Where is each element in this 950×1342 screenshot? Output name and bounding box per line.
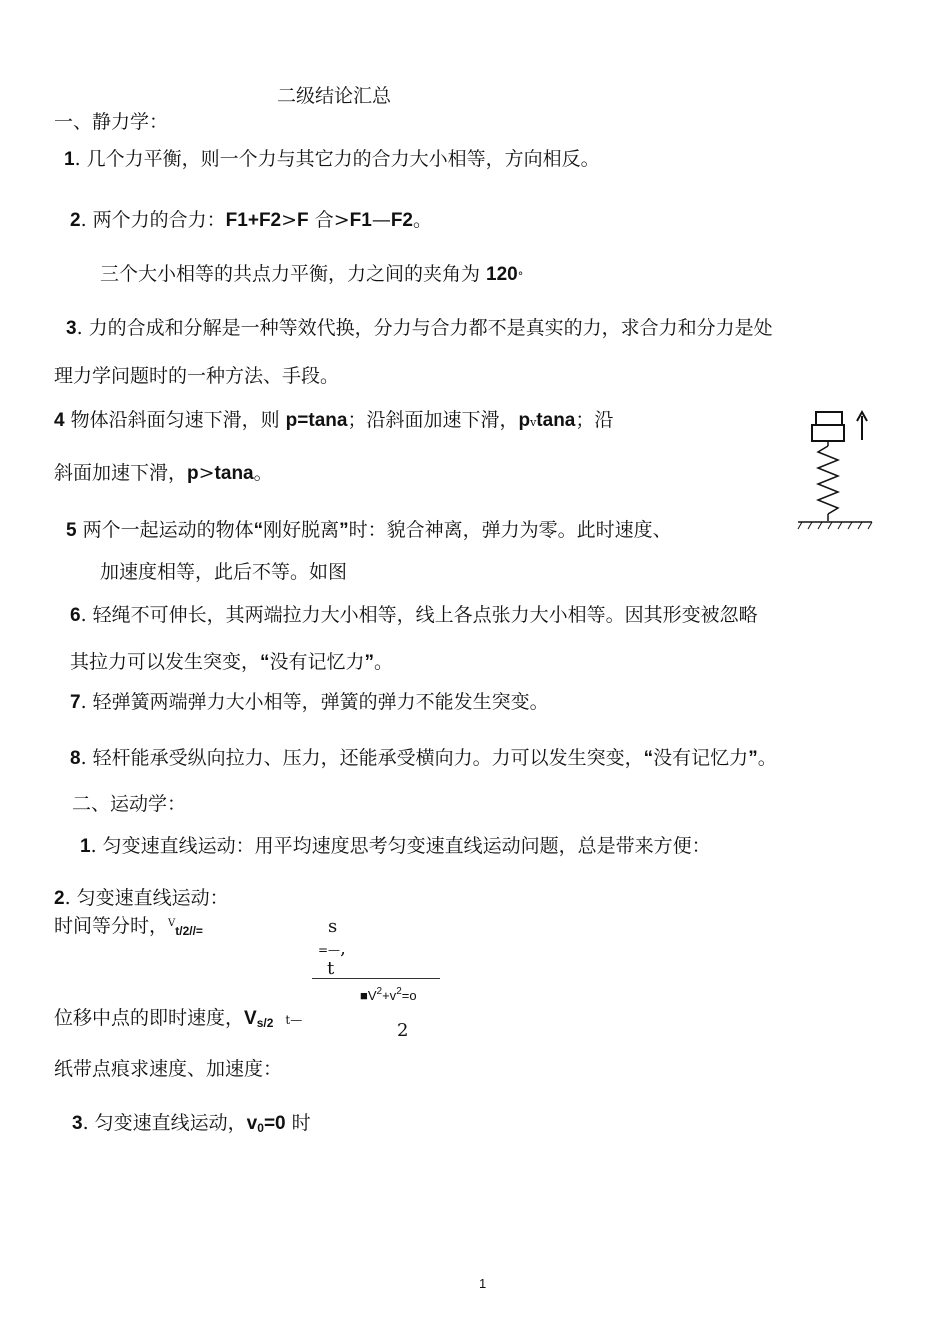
velocity-symbol: v	[246, 1113, 258, 1134]
kinematics-item-3	[72, 1111, 311, 1140]
item-text: 斜面加速下滑，	[54, 462, 188, 484]
velocity-subscript: s/2	[256, 1016, 274, 1030]
fraction-denominator-2: 2	[397, 1020, 409, 1041]
item-text: 没有记忆力	[269, 651, 365, 673]
formula: p	[518, 410, 531, 431]
item-text: ；沿	[575, 409, 614, 431]
section-heading-statics: 一、静力学：	[54, 111, 169, 133]
item-number: 1	[64, 149, 75, 170]
quote-open: “	[253, 520, 264, 541]
statics-item-8	[70, 746, 777, 771]
item-text: 两个一起运动的物体	[76, 519, 254, 541]
item-text: 位移中点的即时速度，	[54, 1007, 245, 1029]
formula-sum: F1+F2	[225, 210, 282, 231]
item-number: 7	[70, 692, 81, 713]
item-text: 时	[285, 1112, 311, 1134]
degree-sign: °	[517, 270, 524, 283]
equals-zero: =0	[263, 1113, 286, 1134]
formula-f: F	[297, 210, 309, 231]
exponent: 2	[396, 986, 402, 997]
item-number: 4	[54, 410, 65, 431]
plus-term: +v	[382, 988, 397, 1003]
formula: p	[187, 463, 199, 484]
comma: ,	[340, 938, 346, 959]
velocity-symbol: V	[168, 918, 176, 929]
lower-block	[812, 425, 844, 441]
formula-lt: v	[530, 416, 537, 429]
item-text: ；沿斜面加速下滑，	[347, 409, 519, 431]
angle-value: 120	[486, 264, 518, 285]
item-text: . 匀变速直线运动，	[82, 1112, 247, 1134]
item-number: 2	[70, 210, 81, 231]
fraction-denominator-t: t	[327, 958, 335, 979]
formula: p=tana	[285, 410, 348, 431]
quote-open: “	[260, 652, 270, 673]
item-text: . 匀变速直线运动：	[64, 887, 229, 909]
item-number: 6	[70, 605, 81, 626]
velocity-subscript: t/2//=	[175, 924, 203, 938]
page-title: 二级结论汇总	[277, 85, 392, 107]
midpoint-velocity-label	[54, 1006, 302, 1035]
item-text: 物体沿斜面匀速下滑，则	[64, 409, 286, 431]
page-number: 1	[479, 1276, 487, 1291]
period: 。	[757, 747, 777, 769]
gt-sign: >	[333, 209, 350, 231]
quote-open: “	[643, 748, 654, 769]
item-text: . 轻杆能承受纵向拉力、压力，还能承受横向力。力可以发生突变，	[80, 747, 644, 769]
statics-item-1	[64, 147, 600, 172]
formula: tana	[214, 463, 254, 484]
statics-item-4	[54, 408, 613, 435]
velocity-subscript: 0	[257, 1121, 264, 1135]
item-text: . 力的合成和分解是一种等效代换，分力与合力都不是真实的力，求合力和分力是处	[76, 317, 773, 339]
item-text: 时：貌合神离，弹力为零。此时速度、	[348, 519, 672, 541]
dash: —	[371, 209, 391, 231]
arrow-mark: t—	[285, 1013, 303, 1027]
statics-item-6-cont	[70, 650, 393, 675]
item-number: 2	[54, 888, 65, 909]
velocity-symbol: V	[244, 1008, 257, 1029]
period: 。	[374, 651, 394, 673]
he-text: 合	[308, 209, 334, 231]
statics-item-3	[66, 316, 773, 341]
fraction-rule	[312, 978, 440, 979]
item-number: 1	[80, 836, 91, 857]
equals-dash: =—	[318, 943, 341, 957]
item-text: 其拉力可以发生突变，	[70, 651, 261, 673]
quote-close: ”	[339, 520, 349, 541]
statics-item-5	[66, 518, 672, 543]
item-number: 3	[66, 318, 77, 339]
time-equal-label	[54, 912, 203, 943]
statics-item-2b	[100, 262, 523, 289]
item-text: 刚好脱离	[263, 519, 340, 541]
quote-close: ”	[748, 748, 758, 769]
formula-f2: F2	[390, 210, 413, 231]
formula: tana	[536, 410, 576, 431]
period: 。	[253, 462, 273, 484]
fraction-numerator-s: s	[328, 916, 338, 937]
item-number: 5	[66, 520, 77, 541]
item-text: 时间等分时，	[54, 915, 169, 937]
statics-item-7	[70, 690, 549, 715]
formula-gt: >	[198, 462, 215, 484]
item-text: . 两个力的合力：	[80, 209, 226, 231]
item-text: . 匀变速直线运动：用平均速度思考匀变速直线运动问题，总是带来方便：	[90, 835, 711, 857]
spring-block-diagram	[792, 404, 878, 534]
formula-f1: F1	[349, 210, 372, 231]
item-text: . 轻绳不可伸长，其两端拉力大小相等，线上各点张力大小相等。因其形变被忽略	[80, 604, 758, 626]
quote-close: ”	[364, 652, 375, 673]
tape-dots-label: 纸带点痕求速度、加速度：	[54, 1058, 283, 1080]
root-end: =o	[401, 988, 417, 1003]
item-number: 8	[70, 748, 81, 769]
item-text: 没有记忆力	[653, 747, 749, 769]
spring-coil	[818, 446, 838, 514]
upper-block	[816, 412, 842, 425]
statics-item-3-cont: 理力学问题时的一种方法、手段。	[54, 365, 340, 387]
statics-item-4-cont	[54, 461, 273, 486]
statics-item-2	[70, 208, 432, 233]
item-text: . 几个力平衡，则一个力与其它力的合力大小相等，方向相反。	[74, 148, 600, 170]
period: 。	[413, 209, 433, 231]
fraction-bar	[318, 938, 346, 959]
ground-hatch	[798, 522, 872, 529]
statics-item-5-cont: 加速度相等，此后不等。如图	[100, 561, 348, 583]
kinematics-item-2	[54, 886, 229, 911]
gt-sign: >	[281, 209, 298, 231]
kinematics-item-1	[80, 834, 711, 859]
root-expression	[360, 986, 417, 1003]
statics-item-6	[70, 603, 758, 628]
section-heading-kinematics: 二、运动学：	[72, 793, 187, 815]
item-text: . 轻弹簧两端弹力大小相等，弹簧的弹力不能发生突变。	[80, 691, 549, 713]
item-text: 三个大小相等的共点力平衡，力之间的夹角为	[100, 263, 487, 285]
exponent: 2	[376, 986, 383, 997]
root-symbol: ■V	[360, 988, 377, 1003]
item-number: 3	[72, 1113, 83, 1134]
